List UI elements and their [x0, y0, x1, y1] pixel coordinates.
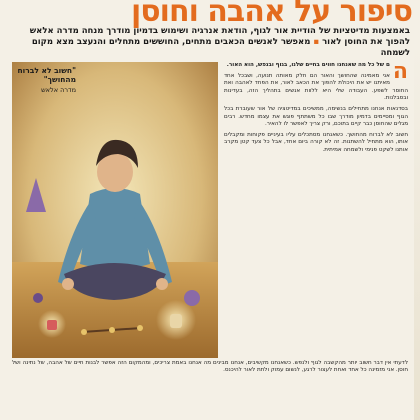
subhead-text: באמצעות מדיטציות של הודיית אור לגוף, הודאת אנרגיה ושימוש בדמיון מודרך מנחה מדרה אלאש להפוך את החוסן לאור	[29, 26, 410, 47]
pull-quote-text: "חשוב לא לברוח מהחושך"	[17, 66, 76, 84]
subhead-bullet: ▪	[313, 37, 320, 47]
article-paragraph: אני מאמינה שהחושך והאור הם חלק מאותה תנועה, ושבכל אחד מאיתנו יש את היכולת להפוך את הכאב לאור, את הפחד לאהבה ואת החוסר לשפע. העבודה שלי היא ללוות אנשים בתהליך הזה, בעדינות ובסבלנות.	[224, 72, 408, 102]
article-paragraph: חשוב לא לברוח מהחושך. כשאנחנו מסתכלים עליו בעיניים פקוחות ומקבלים אותו, הוא מתחיל להשתנות. זה לא קורה ביום אחד, אבל כל צעד קטן מקרב אותנו לשקט פנימי ולשמחה אמיתית.	[224, 131, 408, 153]
subhead	[12, 26, 410, 59]
drop-cap: ה	[392, 62, 408, 84]
stone-right	[184, 290, 200, 306]
headline-bar	[0, 0, 420, 29]
pull-quote	[16, 66, 76, 95]
article-lead: ם של כל מה שאנחנו חווים בחיים שלנו, בגוף ובנפש, הוא האור.	[226, 62, 390, 68]
photo-illustration	[12, 62, 218, 358]
candle-left	[47, 320, 57, 330]
page-edge	[414, 40, 420, 420]
subhead-continuation: מאפשר לאנשים הכאבים מתחים, החוששים מתחלים והנעצב מצא מקום לשמחה	[31, 37, 410, 58]
headline: סיפור על אהבה וחוסן	[130, 0, 412, 29]
pull-quote-credit: מדרה אלאש	[41, 86, 76, 94]
candle-right	[170, 314, 182, 328]
meditation-photo	[12, 62, 218, 358]
article-bottom-text: לדעתי אין דבר חשוב יותר מהקשבה לגוף ולנפש. כשאנחנו מקשיבים, אנחנו מבינים מה אנחנו באמת צריכים, ומהמקום הזה אפשר לבנות חיים של אהבה, של נתינה ושל חוסן. אני מזמינה כל אחד ואחת לעצור לרגע, לנשום עמוק ולתת לאור להיכנס.	[12, 360, 408, 374]
article-column	[224, 62, 408, 352]
article-paragraph: בסדנאות אנחנו מתחילים בנשימה, ממשיכים במדיטציה של אור שעוברת בכל הגוף ומסיימים בדמיון מודרך שבו כל משתתף פוגש את עצמו מחדש. רבים מגלים שהחוסן כבר קיים בתוכם, ורק צריך לאפשר לו להאיר.	[224, 105, 408, 128]
